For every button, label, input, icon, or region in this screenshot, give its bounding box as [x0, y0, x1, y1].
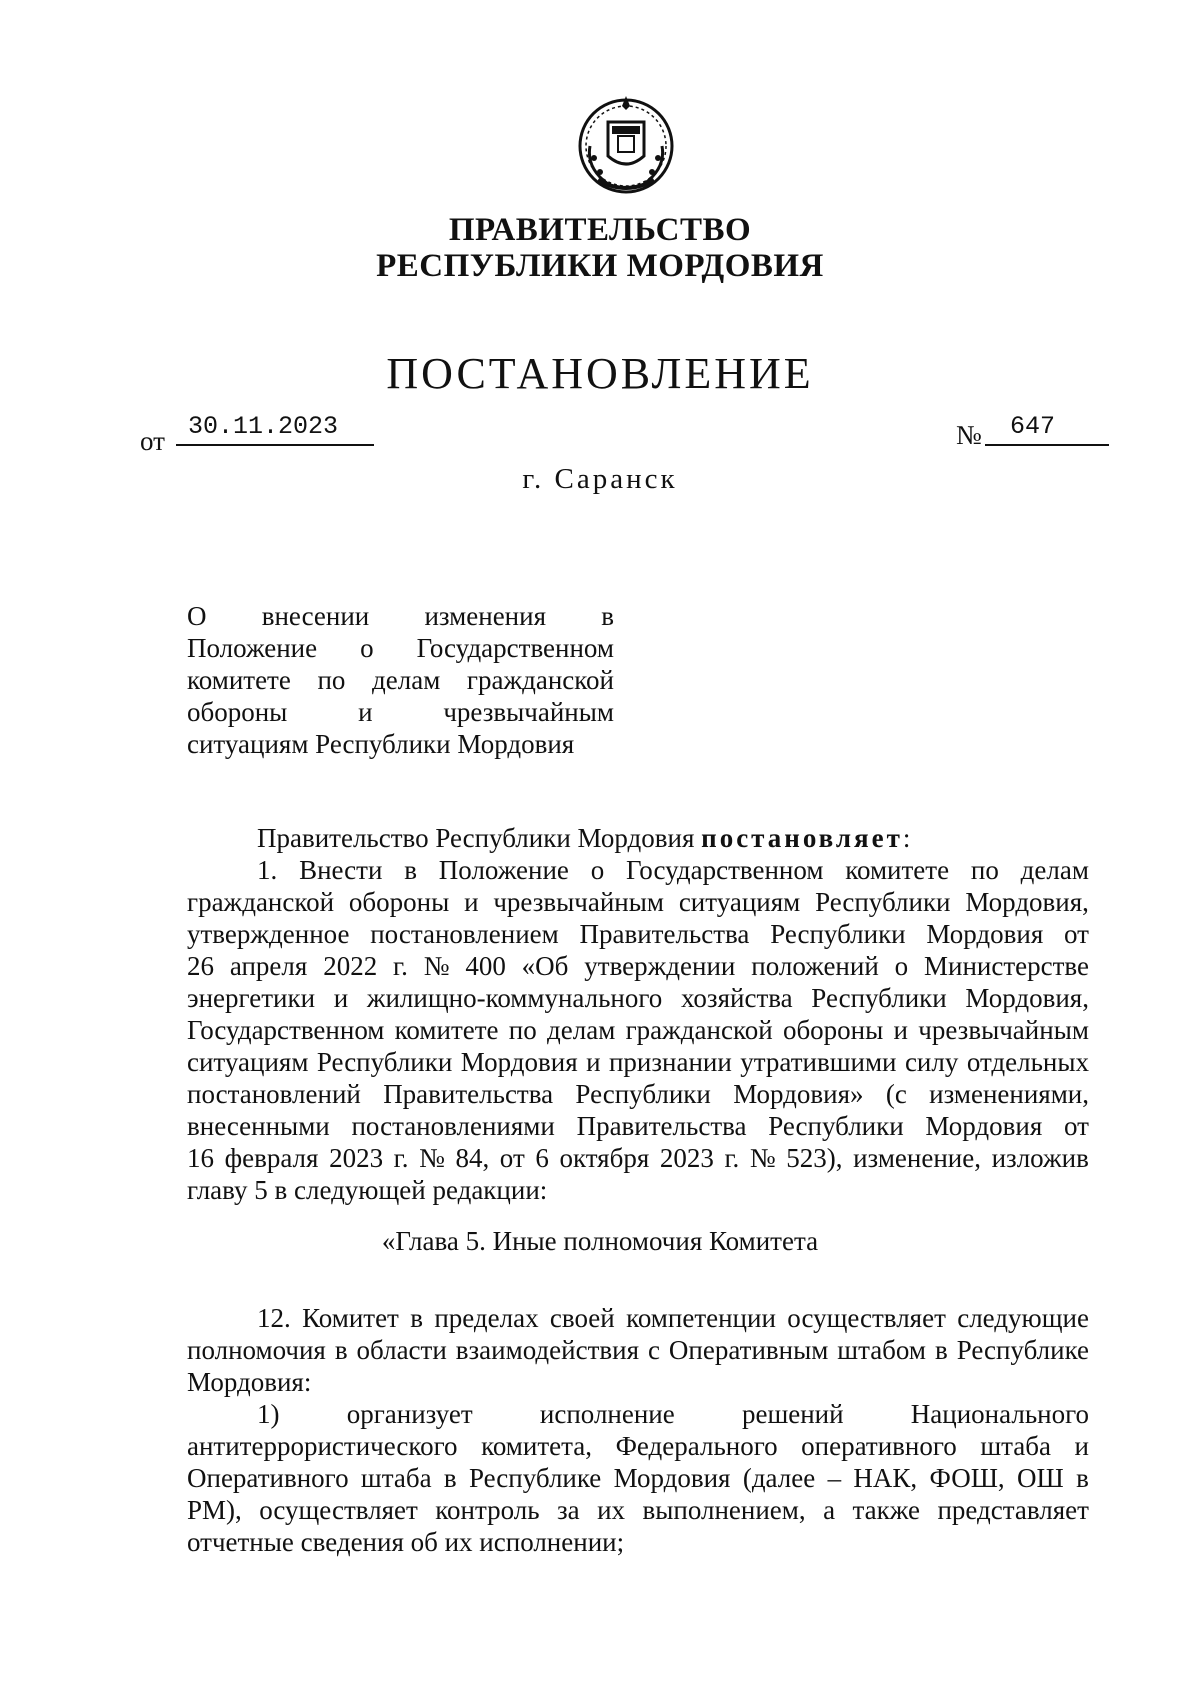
paragraph-line: 1) организует исполнение решений Национального	[257, 1399, 1089, 1429]
paragraph-line: внесенными постановлениями Правительства Республики Мордовия от	[187, 1111, 1089, 1141]
date-underline	[176, 444, 374, 446]
paragraph-line: гражданской обороны и чрезвычайным ситуациям Республики Мордовия,	[187, 887, 1089, 917]
number-label: №	[956, 420, 982, 450]
organization-name-line-1: ПРАВИТЕЛЬСТВО	[448, 212, 752, 248]
subject-line: ситуациям Республики Мордовия	[187, 729, 575, 759]
date-label: от	[140, 426, 165, 456]
chapter-heading: «Глава 5. Иные полномочия Комитета	[381, 1226, 819, 1256]
item-1-paragraph	[187, 854, 1089, 1206]
city-name: г. Саранск	[522, 463, 678, 495]
paragraph-line: 1. Внести в Положение о Государственном комитете по делам	[257, 855, 1089, 885]
subject-line: Положение о Государственном	[187, 633, 614, 663]
paragraph-line: отчетные сведения об их исполнении;	[187, 1527, 625, 1557]
paragraph-line: Мордовия:	[187, 1367, 312, 1397]
subject-line: комитете по делам гражданской	[187, 665, 614, 695]
number-value: 647	[1010, 412, 1056, 441]
paragraph-line: РМ), осуществляет контроль за их выполнением, а также представляет	[187, 1495, 1089, 1525]
resolution-keyword: постановляет	[701, 823, 903, 853]
subitem-1-paragraph	[187, 1398, 1089, 1558]
subject-line: обороны и чрезвычайным	[187, 697, 614, 727]
paragraph-line: постановлений Правительства Республики Мордовия» (с изменениями,	[187, 1079, 1089, 1109]
paragraph-line: ситуациям Республики Мордовия и признании утратившими силу отдельных	[187, 1047, 1089, 1077]
paragraph-line: главу 5 в следующей редакции:	[187, 1175, 548, 1205]
resolution-intro: Правительство Республики Мордовия постановляет:	[257, 823, 911, 853]
subject-line: О внесении изменения в	[187, 601, 614, 631]
document-type-title: ПОСТАНОВЛЕНИЕ	[386, 349, 814, 398]
coat-of-arms-icon	[568, 88, 684, 204]
paragraph-line: энергетики и жилищно-коммунального хозяйства Республики Мордовия,	[187, 983, 1089, 1013]
paragraph-line: 26 апреля 2022 г. № 400 «Об утверждении положений о Министерстве	[187, 951, 1089, 981]
paragraph-line: Оперативного штаба в Республике Мордовия (далее – НАК, ФОШ, ОШ в	[187, 1463, 1089, 1493]
paragraph-line: 16 февраля 2023 г. № 84, от 6 октября 2023 г. № 523), изменение, изложив	[187, 1143, 1089, 1173]
paragraph-line: утвержденное постановлением Правительства Республики Мордовия от	[187, 919, 1089, 949]
organization-name-line-2: РЕСПУБЛИКИ МОРДОВИЯ	[376, 248, 824, 284]
date-value: 30.11.2023	[188, 412, 339, 441]
document-subject	[187, 600, 614, 760]
paragraph-line: Государственном комитете по делам гражданской обороны и чрезвычайным	[187, 1015, 1089, 1045]
item-12-paragraph	[187, 1302, 1089, 1398]
number-underline	[985, 444, 1109, 446]
paragraph-line: антитеррористического комитета, Федерального оперативного штаба и	[187, 1431, 1089, 1461]
paragraph-line: полномочия в области взаимодействия с Оперативным штабом в Республике	[187, 1335, 1089, 1365]
paragraph-line: 12. Комитет в пределах своей компетенции осуществляет следующие	[257, 1303, 1089, 1333]
